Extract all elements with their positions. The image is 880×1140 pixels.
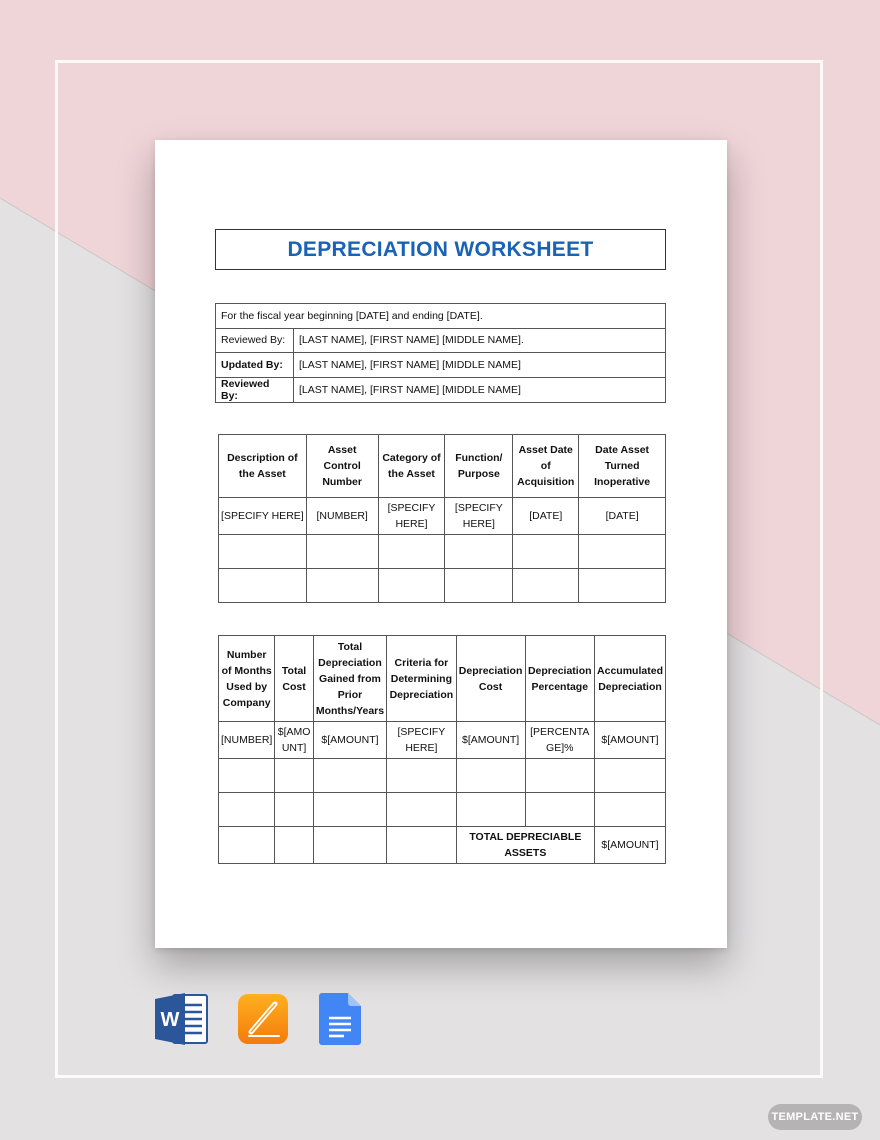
table-cell: [SPECIFY HERE] [219, 498, 307, 535]
column-header: Date Asset Turned Inoperative [579, 435, 666, 498]
watermark-badge: TEMPLATE.NET [768, 1104, 862, 1130]
info-value: [LAST NAME], [FIRST NAME] [MIDDLE NAME] [294, 353, 666, 378]
pages-icon[interactable] [237, 993, 289, 1045]
column-header: Category of the Asset [378, 435, 445, 498]
table-cell: [NUMBER] [306, 498, 378, 535]
table-cell: [SPECIFY HERE] [378, 498, 445, 535]
table-row [219, 535, 666, 569]
column-header: Total Depreciation Gained from Prior Months/Years [313, 636, 386, 722]
info-label: Reviewed By: [216, 328, 294, 353]
column-header: Accumulated Depreciation [595, 636, 666, 722]
column-header: Function/ Purpose [445, 435, 513, 498]
table-row [219, 498, 666, 535]
column-header: Depreciation Cost [456, 636, 525, 722]
column-header: Depreciation Percentage [525, 636, 595, 722]
info-label: Updated By: [216, 353, 294, 378]
word-icon[interactable] [155, 993, 207, 1045]
table-header-row [219, 435, 666, 498]
info-label: Reviewed By: [216, 377, 294, 402]
table-cell: $[AMOUNT] [275, 722, 313, 759]
info-row [216, 377, 666, 402]
column-header: Description of the Asset [219, 435, 307, 498]
column-header: Number of Months Used by Company [219, 636, 275, 722]
table-cell: [SPECIFY HERE] [445, 498, 513, 535]
table-cell: [NUMBER] [219, 722, 275, 759]
asset-table [218, 434, 666, 603]
table-row [219, 793, 666, 827]
table-cell: $[AMOUNT] [595, 722, 666, 759]
app-icons [155, 993, 371, 1045]
table-row [219, 759, 666, 793]
column-header: Asset Date of Acquisition [513, 435, 579, 498]
total-label: TOTAL DEPRECIABLE ASSETS [456, 827, 594, 864]
table-cell: $[AMOUNT] [456, 722, 525, 759]
svg-text:W: W [160, 1009, 180, 1031]
fiscal-line: For the fiscal year beginning [DATE] and ending [DATE]. [216, 304, 666, 329]
info-row [216, 353, 666, 378]
total-value: $[AMOUNT] [595, 827, 666, 864]
info-value: [LAST NAME], [FIRST NAME] [MIDDLE NAME] [294, 377, 666, 402]
document-page [155, 140, 727, 948]
table-row [219, 722, 666, 759]
column-header: Criteria for Determining Depreciation [387, 636, 457, 722]
info-row [216, 328, 666, 353]
table-header-row [219, 636, 666, 722]
column-header: Total Cost [275, 636, 313, 722]
column-header: Asset Control Number [306, 435, 378, 498]
google-docs-icon[interactable] [319, 993, 371, 1045]
table-cell: [PERCENTAGE]% [525, 722, 595, 759]
total-row [219, 827, 666, 864]
table-cell: [DATE] [513, 498, 579, 535]
info-value: [LAST NAME], [FIRST NAME] [MIDDLE NAME]. [294, 328, 666, 353]
title-box [215, 229, 666, 270]
depreciation-table [218, 635, 666, 864]
fiscal-row [216, 304, 666, 329]
document-title: DEPRECIATION WORKSHEET [287, 237, 594, 261]
table-cell: [DATE] [579, 498, 666, 535]
table-row [219, 569, 666, 603]
table-cell: [SPECIFY HERE] [387, 722, 457, 759]
table-cell: $[AMOUNT] [313, 722, 386, 759]
info-table [215, 303, 666, 403]
